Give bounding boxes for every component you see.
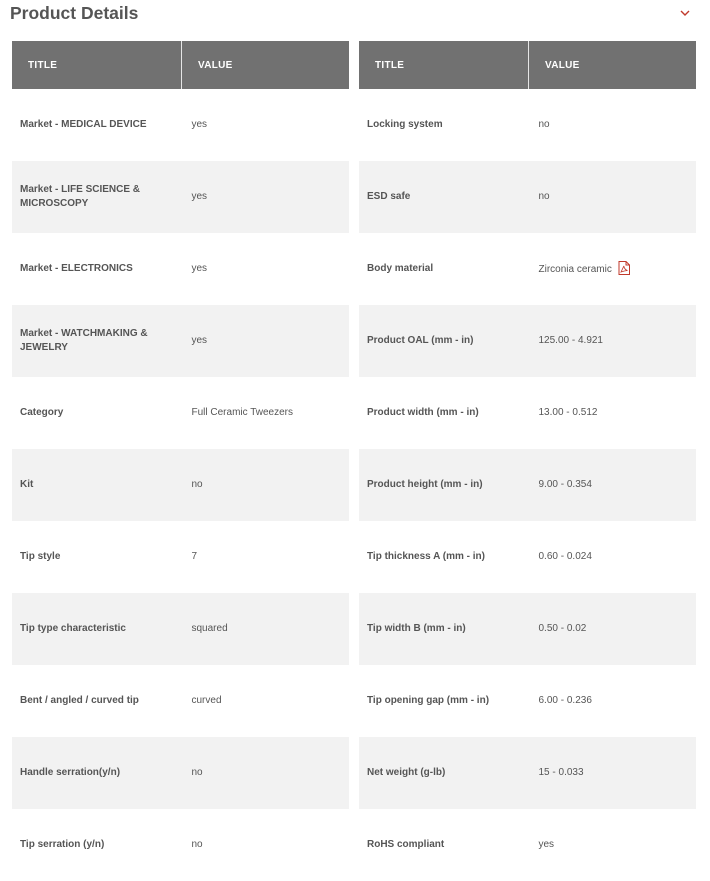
column-header-title: TITLE	[359, 41, 529, 89]
row-title: Product OAL (mm - in)	[359, 305, 529, 377]
table-row	[359, 737, 696, 809]
row-value	[529, 233, 697, 305]
chevron-down-icon[interactable]	[678, 6, 692, 20]
column-header-value: VALUE	[529, 41, 697, 89]
row-value	[529, 161, 697, 233]
pdf-icon[interactable]	[618, 261, 630, 275]
row-title: Market - LIFE SCIENCE & MICROSCOPY	[12, 161, 182, 233]
row-value	[182, 89, 350, 161]
row-value-text: squared	[191, 623, 228, 634]
row-value-text: yes	[191, 263, 208, 274]
row-value-text: yes	[191, 335, 208, 346]
row-title: Tip style	[20, 551, 61, 562]
row-value-text: 6.00 - 0.236	[538, 695, 592, 706]
row-value-text: yes	[191, 119, 208, 130]
table-row	[359, 521, 696, 593]
row-title: Locking system	[367, 119, 443, 130]
row-value	[529, 305, 697, 377]
row-title: Bent / angled / curved tip	[20, 695, 139, 706]
section-header[interactable]	[0, 0, 710, 36]
table-row	[359, 449, 696, 521]
row-value	[529, 449, 697, 521]
row-value-text: no	[538, 191, 550, 202]
row-value	[182, 305, 350, 377]
row-value	[529, 809, 697, 881]
row-value	[182, 161, 350, 233]
column-header-title: TITLE	[12, 41, 182, 89]
row-value	[529, 521, 697, 593]
table-row	[12, 809, 349, 881]
row-value-text: yes	[191, 191, 208, 202]
row-value-text: 125.00 - 4.921	[538, 335, 603, 346]
row-title: Tip opening gap (mm - in)	[367, 695, 490, 706]
row-title: Net weight (g-lb)	[359, 737, 529, 809]
table-row	[12, 449, 349, 521]
table-row	[12, 737, 349, 809]
row-title: Body material	[367, 263, 434, 274]
row-title: Category	[20, 407, 64, 418]
row-title: ESD safe	[359, 161, 529, 233]
row-title: Product width (mm - in)	[367, 407, 479, 418]
row-title: Tip serration (y/n)	[20, 839, 105, 850]
row-title: Kit	[12, 449, 182, 521]
row-value	[182, 233, 350, 305]
row-value-text: no	[538, 119, 550, 130]
row-value-text: curved	[191, 695, 222, 706]
row-title: Market - MEDICAL DEVICE	[20, 119, 147, 130]
row-value-text: 13.00 - 0.512	[538, 407, 598, 418]
row-value-text: no	[191, 767, 203, 778]
row-value-text: 9.00 - 0.354	[538, 479, 592, 490]
table-row	[359, 593, 696, 665]
row-value-text: no	[191, 839, 203, 850]
table-row	[359, 233, 696, 305]
row-value-text: 0.60 - 0.024	[538, 551, 592, 562]
row-value	[182, 593, 350, 665]
row-value	[182, 737, 350, 809]
row-title: Market - WATCHMAKING & JEWELRY	[12, 305, 182, 377]
row-value	[182, 521, 350, 593]
row-title: Tip thickness A (mm - in)	[367, 551, 485, 562]
table-row	[12, 521, 349, 593]
table-row	[12, 233, 349, 305]
row-value-text: yes	[538, 839, 555, 850]
row-title: Handle serration(y/n)	[12, 737, 182, 809]
table-row	[359, 377, 696, 449]
row-value-text: 7	[191, 551, 198, 562]
details-table-left	[12, 41, 349, 881]
row-title: Product height (mm - in)	[359, 449, 529, 521]
row-value-text: no	[191, 479, 203, 490]
row-value-text: 0.50 - 0.02	[538, 623, 587, 634]
details-table-right	[359, 41, 696, 881]
table-row	[359, 809, 696, 881]
row-value	[529, 737, 697, 809]
table-row	[12, 161, 349, 233]
row-title: RoHS compliant	[367, 839, 445, 850]
table-row	[359, 89, 696, 161]
table-row	[12, 665, 349, 737]
table-row	[12, 377, 349, 449]
column-header-value: VALUE	[182, 41, 350, 89]
row-value	[529, 377, 697, 449]
row-value	[182, 809, 350, 881]
table-row	[12, 593, 349, 665]
table-row	[359, 665, 696, 737]
row-value-text: 15 - 0.033	[538, 767, 584, 778]
row-title: Market - ELECTRONICS	[20, 263, 133, 274]
row-value-text: Full Ceramic Tweezers	[191, 407, 294, 418]
row-value-text: Zirconia ceramic	[538, 264, 612, 275]
table-header-row	[12, 41, 349, 89]
table-row	[359, 161, 696, 233]
row-value	[529, 89, 697, 161]
table-header-row	[359, 41, 696, 89]
row-value	[182, 665, 350, 737]
row-value	[182, 449, 350, 521]
row-value	[529, 593, 697, 665]
table-row	[359, 305, 696, 377]
row-value	[182, 377, 350, 449]
section-title: Product Details	[10, 3, 139, 23]
row-title: Tip width B (mm - in)	[359, 593, 529, 665]
row-value	[529, 665, 697, 737]
row-title: Tip type characteristic	[12, 593, 182, 665]
table-row	[12, 305, 349, 377]
table-row	[12, 89, 349, 161]
